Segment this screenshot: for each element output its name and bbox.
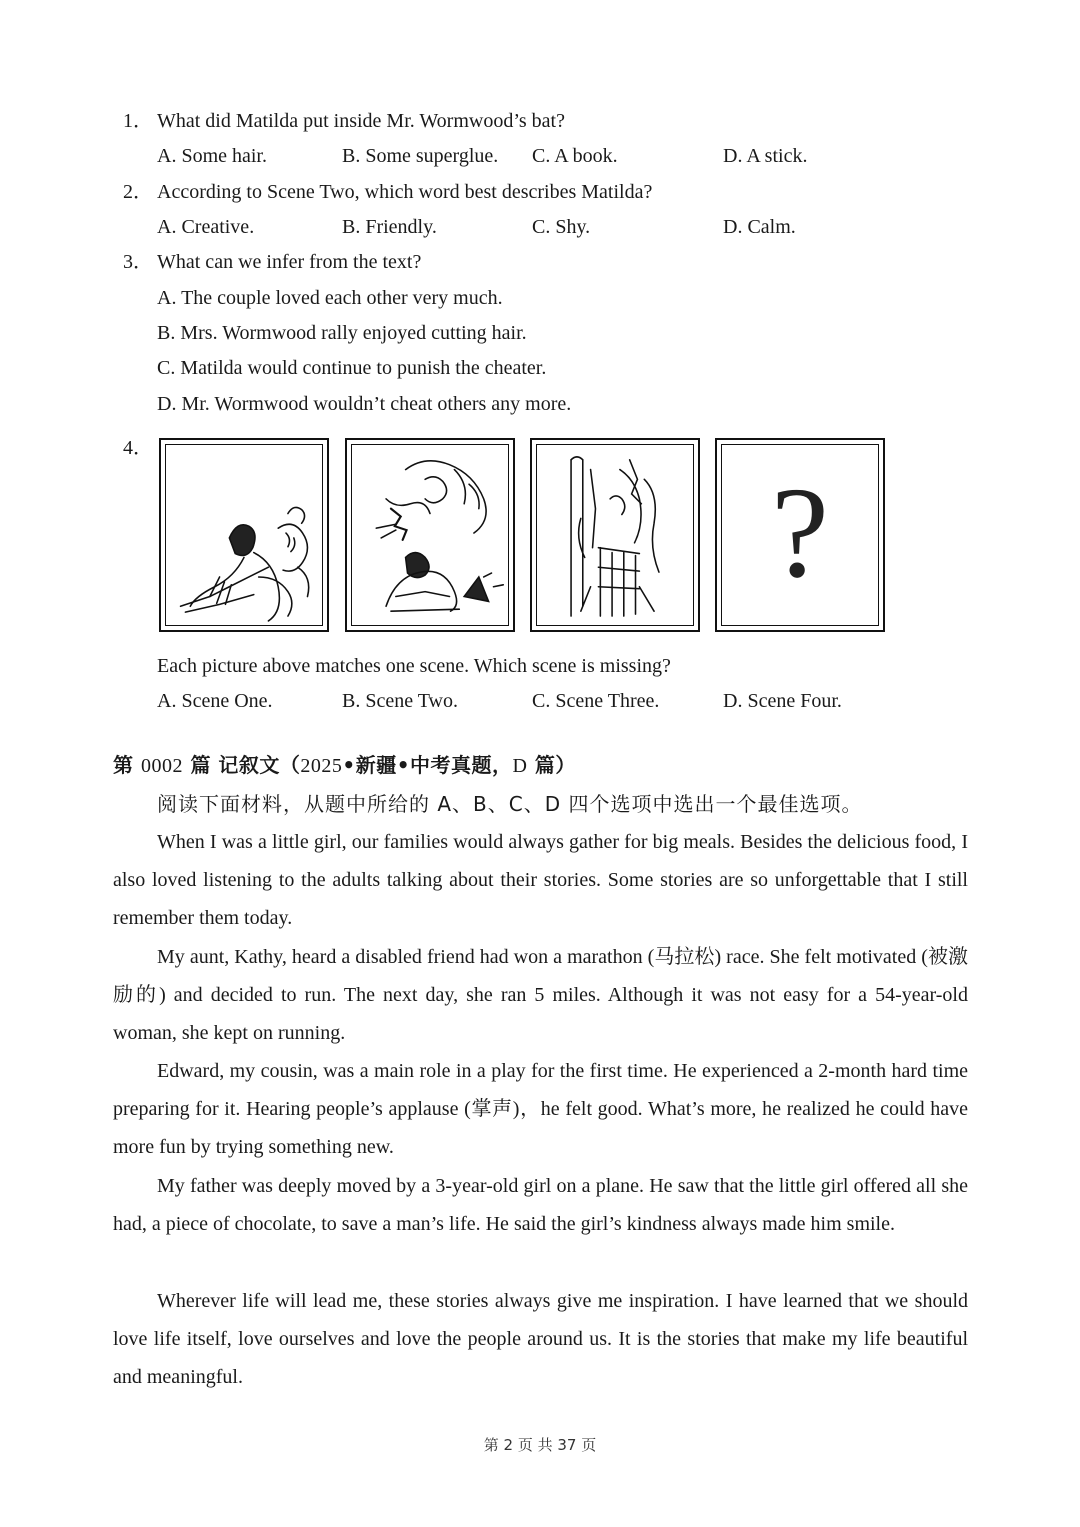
- question-4-option-c: C. Scene Three.: [532, 690, 660, 712]
- heading-mid: 篇 记叙文（: [190, 753, 301, 777]
- question-4-option-d: D. Scene Four.: [723, 690, 842, 712]
- scene-picture-3: [530, 438, 700, 632]
- reading-instruction: 阅读下面材料，从题中所给的 A、B、C、D 四个选项中选出一个最佳选项。: [157, 792, 863, 816]
- heading-number: 0002: [140, 755, 183, 777]
- question-2-number: 2．: [123, 181, 153, 203]
- scene-picture-4: [715, 438, 885, 632]
- scene-picture-2: [345, 438, 515, 632]
- scene-illustration-2: [347, 440, 513, 630]
- paragraph-3: Edward, my cousin, was a main role in a play for the first time. He experienced a 2-month hard time preparing for it. Hearing people’s applause (掌声)，he felt good. What’s more, he realized he could have more fun by trying something new.: [113, 1060, 968, 1159]
- question-4-option-a: A. Scene One.: [157, 690, 273, 712]
- question-4-number: 4．: [123, 437, 153, 459]
- question-4-option-b: B. Scene Two.: [342, 690, 458, 712]
- question-1-option-b: B. Some superglue.: [342, 145, 499, 167]
- scene-picture-1: [159, 438, 329, 632]
- question-3-stem: What can we infer from the text?: [157, 251, 422, 273]
- paragraph-4: My father was deeply moved by a 3-year-old girl on a plane. He saw that the little girl offered all she had, a piece of chocolate, to save a man’s life. He said the girl’s kindness always made him smile.: [113, 1175, 968, 1236]
- question-2-option-a: A. Creative.: [157, 216, 255, 238]
- heading-part: D: [512, 755, 528, 777]
- question-2-stem: According to Scene Two, which word best describes Matilda?: [157, 181, 653, 203]
- question-3-option-d: D. Mr. Wormwood wouldn’t cheat others any more.: [157, 393, 572, 415]
- question-3-option-a: A. The couple loved each other very much.: [157, 287, 503, 309]
- question-3-number: 3．: [123, 251, 153, 273]
- question-3-option-c: C. Matilda would continue to punish the cheater.: [157, 357, 547, 379]
- question-1-stem: What did Matilda put inside Mr. Wormwood’s bat?: [157, 110, 565, 132]
- paragraph-1: When I was a little girl, our families would always gather for big meals. Besides the delicious food, I also loved listening to the adults talking about their stories. Some stories are so unforgettable that I still remember them today.: [113, 831, 968, 930]
- heading-prefix: 第: [113, 753, 134, 777]
- heading-year: 2025: [300, 755, 343, 777]
- question-2-option-d: D. Calm.: [723, 216, 796, 238]
- heading-place: •新疆•中考真题，: [342, 753, 513, 777]
- paragraph-5: Wherever life will lead me, these stories always give me inspiration. I have learned that we should love life itself, love ourselves and love the people around us. It is the stories that make my life beautiful and meaningful.: [113, 1290, 968, 1389]
- scene-illustration-1: [161, 440, 327, 630]
- question-4-stem: Each picture above matches one scene. Which scene is missing?: [157, 655, 671, 677]
- question-2-option-c: C. Shy.: [532, 216, 591, 238]
- section-heading: [113, 752, 576, 779]
- question-2-option-b: B. Friendly.: [342, 216, 437, 238]
- paragraph-2: My aunt, Kathy, heard a disabled friend had won a marathon (马拉松) race. She felt motivated (被激励的) and decided to run. The next day, she ran 5 miles. Although it was not easy for a 54-year-old woman, she kept on running.: [113, 946, 968, 1045]
- scene-illustration-3: [532, 440, 698, 630]
- heading-end: 篇）: [534, 753, 576, 777]
- question-1-number: 1．: [123, 110, 153, 132]
- page-footer: 第 2 页 共 37 页: [483, 1436, 597, 1454]
- missing-scene-question-mark: ?: [771, 461, 829, 605]
- question-1-option-a: A. Some hair.: [157, 145, 267, 167]
- question-1-option-d: D. A stick.: [723, 145, 808, 167]
- question-1-option-c: C. A book.: [532, 145, 618, 167]
- question-3-option-b: B. Mrs. Wormwood rally enjoyed cutting hair.: [157, 322, 527, 344]
